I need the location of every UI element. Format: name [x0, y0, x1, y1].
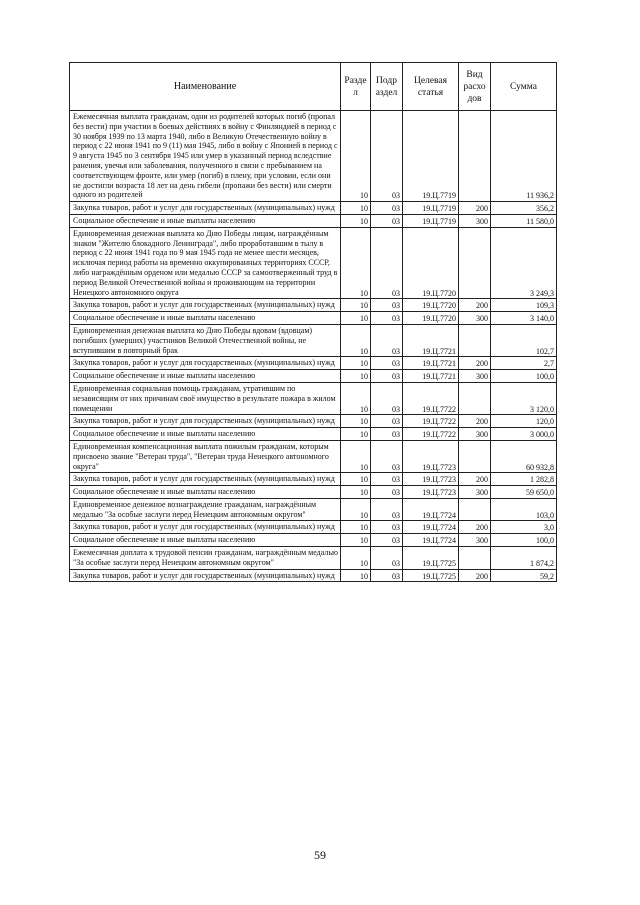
- cell-subsection: 03: [371, 428, 403, 441]
- cell-section: 10: [341, 569, 371, 582]
- cell-amount: 100,0: [491, 370, 557, 383]
- cell-expense-type: 300: [459, 214, 491, 227]
- cell-section: 10: [341, 547, 371, 570]
- cell-target: 19.Ц.7720: [403, 312, 459, 325]
- cell-target: 19.Ц.7719: [403, 214, 459, 227]
- cell-expense-type: [459, 227, 491, 299]
- cell-expense-type: 300: [459, 312, 491, 325]
- cell-section: 10: [341, 227, 371, 299]
- cell-name: Социальное обеспечение и иные выплаты населению: [70, 370, 341, 383]
- cell-target: 19.Ц.7723: [403, 473, 459, 486]
- header-section: Разде л: [341, 63, 371, 111]
- cell-name: Закупка товаров, работ и услуг для государственных (муниципальных) нужд: [70, 202, 341, 215]
- cell-amount: 1 282,8: [491, 473, 557, 486]
- cell-section: 10: [341, 440, 371, 472]
- page-number: 59: [314, 848, 326, 862]
- cell-expense-type: 300: [459, 534, 491, 547]
- cell-name: Закупка товаров, работ и услуг для государственных (муниципальных) нужд: [70, 357, 341, 370]
- cell-name: Ежемесячная выплата гражданам, одни из родителей которых погиб (пропал без вести) при участии в боевых действиях в войну с Финляндией в период с 30 ноября 1939 по 13 марта 1940, либо в Великую Отечественную войну в период с 22 июня 1941 по 9 (11) мая 1945, либо в войну с Японией в период с 9 августа 1945 по 3 сентября 1945 или умер в указанный период вследствие ранения, увечья или заболевания, полученного в связи с пребыванием на соответствующем фронте, или умер (погиб) в плену, при условии, если они не достигли возраста 18 лет на день гибели (пропажи без вести) или смерти одного из родителей: [70, 111, 341, 202]
- cell-subsection: 03: [371, 312, 403, 325]
- cell-amount: 1 874,2: [491, 547, 557, 570]
- cell-name: Единовременная компенсационная выплата пожилым гражданам, которым присвоено звание "Ветеран труда", "Ветеран труда Ненецкого автономного округа": [70, 440, 341, 472]
- table-row: [70, 569, 557, 582]
- cell-section: 10: [341, 415, 371, 428]
- cell-section: 10: [341, 202, 371, 215]
- cell-section: 10: [341, 486, 371, 499]
- cell-section: 10: [341, 534, 371, 547]
- cell-amount: 3 140,0: [491, 312, 557, 325]
- cell-target: 19.Ц.7725: [403, 547, 459, 570]
- cell-expense-type: 200: [459, 569, 491, 582]
- table-row: [70, 473, 557, 486]
- cell-subsection: 03: [371, 498, 403, 521]
- cell-name: Социальное обеспечение и иные выплаты населению: [70, 312, 341, 325]
- cell-name: Закупка товаров, работ и услуг для государственных (муниципальных) нужд: [70, 415, 341, 428]
- header-row: [70, 63, 557, 111]
- cell-section: 10: [341, 473, 371, 486]
- cell-expense-type: [459, 111, 491, 202]
- cell-subsection: 03: [371, 227, 403, 299]
- cell-target: 19.Ц.7723: [403, 440, 459, 472]
- cell-amount: 3 000,0: [491, 428, 557, 441]
- cell-target: 19.Ц.7724: [403, 521, 459, 534]
- table-row: [70, 440, 557, 472]
- cell-name: Социальное обеспечение и иные выплаты населению: [70, 534, 341, 547]
- cell-name: Закупка товаров, работ и услуг для государственных (муниципальных) нужд: [70, 569, 341, 582]
- cell-subsection: 03: [371, 473, 403, 486]
- cell-name: Социальное обеспечение и иные выплаты населению: [70, 486, 341, 499]
- table-row: [70, 357, 557, 370]
- table-row: [70, 486, 557, 499]
- cell-expense-type: [459, 498, 491, 521]
- cell-name: Ежемесячная доплата к трудовой пенсии гражданам, награждённым медалью "За особые заслуги перед Ненецким автономным округом": [70, 547, 341, 570]
- table-row: [70, 415, 557, 428]
- cell-target: 19.Ц.7721: [403, 357, 459, 370]
- cell-section: 10: [341, 214, 371, 227]
- cell-subsection: 03: [371, 440, 403, 472]
- table-row: [70, 312, 557, 325]
- cell-expense-type: 200: [459, 415, 491, 428]
- cell-amount: 109,3: [491, 299, 557, 312]
- cell-target: 19.Ц.7721: [403, 324, 459, 356]
- cell-amount: 120,0: [491, 415, 557, 428]
- budget-table: [69, 62, 557, 582]
- cell-subsection: 03: [371, 382, 403, 414]
- cell-target: 19.Ц.7719: [403, 202, 459, 215]
- cell-expense-type: 200: [459, 299, 491, 312]
- cell-amount: 59,2: [491, 569, 557, 582]
- cell-subsection: 03: [371, 324, 403, 356]
- cell-name: Закупка товаров, работ и услуг для государственных (муниципальных) нужд: [70, 473, 341, 486]
- cell-expense-type: 200: [459, 473, 491, 486]
- cell-amount: 3 249,3: [491, 227, 557, 299]
- cell-expense-type: 200: [459, 521, 491, 534]
- cell-name: Единовременное денежное вознаграждение гражданам, награждённым медалью "За особые заслуги перед Ненецким автономным округом": [70, 498, 341, 521]
- cell-subsection: 03: [371, 569, 403, 582]
- cell-subsection: 03: [371, 370, 403, 383]
- cell-amount: 11 580,0: [491, 214, 557, 227]
- cell-target: 19.Ц.7722: [403, 382, 459, 414]
- cell-expense-type: [459, 440, 491, 472]
- header-amount: Сумма: [491, 63, 557, 111]
- cell-target: 19.Ц.7722: [403, 428, 459, 441]
- cell-name: Закупка товаров, работ и услуг для государственных (муниципальных) нужд: [70, 521, 341, 534]
- cell-section: 10: [341, 382, 371, 414]
- table-row: [70, 202, 557, 215]
- cell-amount: 60 932,8: [491, 440, 557, 472]
- cell-name: Единовременная социальная помощь гражданам, утратившим по независящим от них причинам своё имущество в результате пожара в жилом помещении: [70, 382, 341, 414]
- cell-subsection: 03: [371, 299, 403, 312]
- table-body: [70, 111, 557, 582]
- cell-subsection: 03: [371, 111, 403, 202]
- cell-expense-type: [459, 547, 491, 570]
- cell-name: Единовременная денежная выплата ко Дню Победы лицам, награждённым знаком "Жителю блокадного Ленинграда", либо проработавшим в тылу в период с 22 июня 1941 года по 9 мая 1945 года не менее шести месяцев, исключая период работы на временно оккупированных территориях СССР, либо награждённым орденом или медалью СССР за самоотверженный труд в период Великой Отечественной войны и проживающим на территории Ненецкого автономного округа: [70, 227, 341, 299]
- cell-target: 19.Ц.7724: [403, 534, 459, 547]
- cell-subsection: 03: [371, 202, 403, 215]
- cell-subsection: 03: [371, 357, 403, 370]
- cell-target: 19.Ц.7724: [403, 498, 459, 521]
- cell-target: 19.Ц.7725: [403, 569, 459, 582]
- cell-amount: 3,0: [491, 521, 557, 534]
- cell-name: Единовременная денежная выплата ко Дню Победы вдовам (вдовцам) погибших (умерших) участников Великой Отечественной войны, не вступившим в повторный брак: [70, 324, 341, 356]
- table-row: [70, 111, 557, 202]
- header-expense-type: Вид расхо дов: [459, 63, 491, 111]
- table-row: [70, 214, 557, 227]
- cell-section: 10: [341, 299, 371, 312]
- cell-expense-type: 300: [459, 428, 491, 441]
- cell-target: 19.Ц.7720: [403, 227, 459, 299]
- cell-amount: 59 650,0: [491, 486, 557, 499]
- cell-name: Социальное обеспечение и иные выплаты населению: [70, 214, 341, 227]
- table-row: [70, 370, 557, 383]
- cell-section: 10: [341, 357, 371, 370]
- cell-amount: 100,0: [491, 534, 557, 547]
- cell-target: 19.Ц.7719: [403, 111, 459, 202]
- table-row: [70, 521, 557, 534]
- cell-amount: 356,2: [491, 202, 557, 215]
- cell-amount: 2,7: [491, 357, 557, 370]
- cell-subsection: 03: [371, 547, 403, 570]
- table-row: [70, 299, 557, 312]
- cell-section: 10: [341, 324, 371, 356]
- cell-expense-type: 300: [459, 370, 491, 383]
- cell-expense-type: 300: [459, 486, 491, 499]
- cell-subsection: 03: [371, 486, 403, 499]
- cell-subsection: 03: [371, 534, 403, 547]
- cell-subsection: 03: [371, 415, 403, 428]
- cell-section: 10: [341, 111, 371, 202]
- header-subsection: Подр аздел: [371, 63, 403, 111]
- header-name: Наименование: [70, 63, 341, 111]
- table-row: [70, 324, 557, 356]
- budget-table-page: [69, 62, 556, 582]
- cell-target: 19.Ц.7722: [403, 415, 459, 428]
- cell-section: 10: [341, 312, 371, 325]
- table-row: [70, 428, 557, 441]
- table-row: [70, 498, 557, 521]
- cell-name: Социальное обеспечение и иные выплаты населению: [70, 428, 341, 441]
- cell-expense-type: 200: [459, 357, 491, 370]
- cell-section: 10: [341, 521, 371, 534]
- cell-target: 19.Ц.7721: [403, 370, 459, 383]
- cell-expense-type: [459, 382, 491, 414]
- cell-amount: 3 120,0: [491, 382, 557, 414]
- cell-section: 10: [341, 428, 371, 441]
- cell-expense-type: [459, 324, 491, 356]
- header-target: Целевая статья: [403, 63, 459, 111]
- cell-amount: 102,7: [491, 324, 557, 356]
- cell-amount: 11 936,2: [491, 111, 557, 202]
- cell-amount: 103,0: [491, 498, 557, 521]
- cell-section: 10: [341, 498, 371, 521]
- table-row: [70, 382, 557, 414]
- cell-name: Закупка товаров, работ и услуг для государственных (муниципальных) нужд: [70, 299, 341, 312]
- table-row: [70, 227, 557, 299]
- table-row: [70, 534, 557, 547]
- cell-subsection: 03: [371, 214, 403, 227]
- cell-subsection: 03: [371, 521, 403, 534]
- cell-expense-type: 200: [459, 202, 491, 215]
- cell-target: 19.Ц.7720: [403, 299, 459, 312]
- cell-target: 19.Ц.7723: [403, 486, 459, 499]
- table-row: [70, 547, 557, 570]
- cell-section: 10: [341, 370, 371, 383]
